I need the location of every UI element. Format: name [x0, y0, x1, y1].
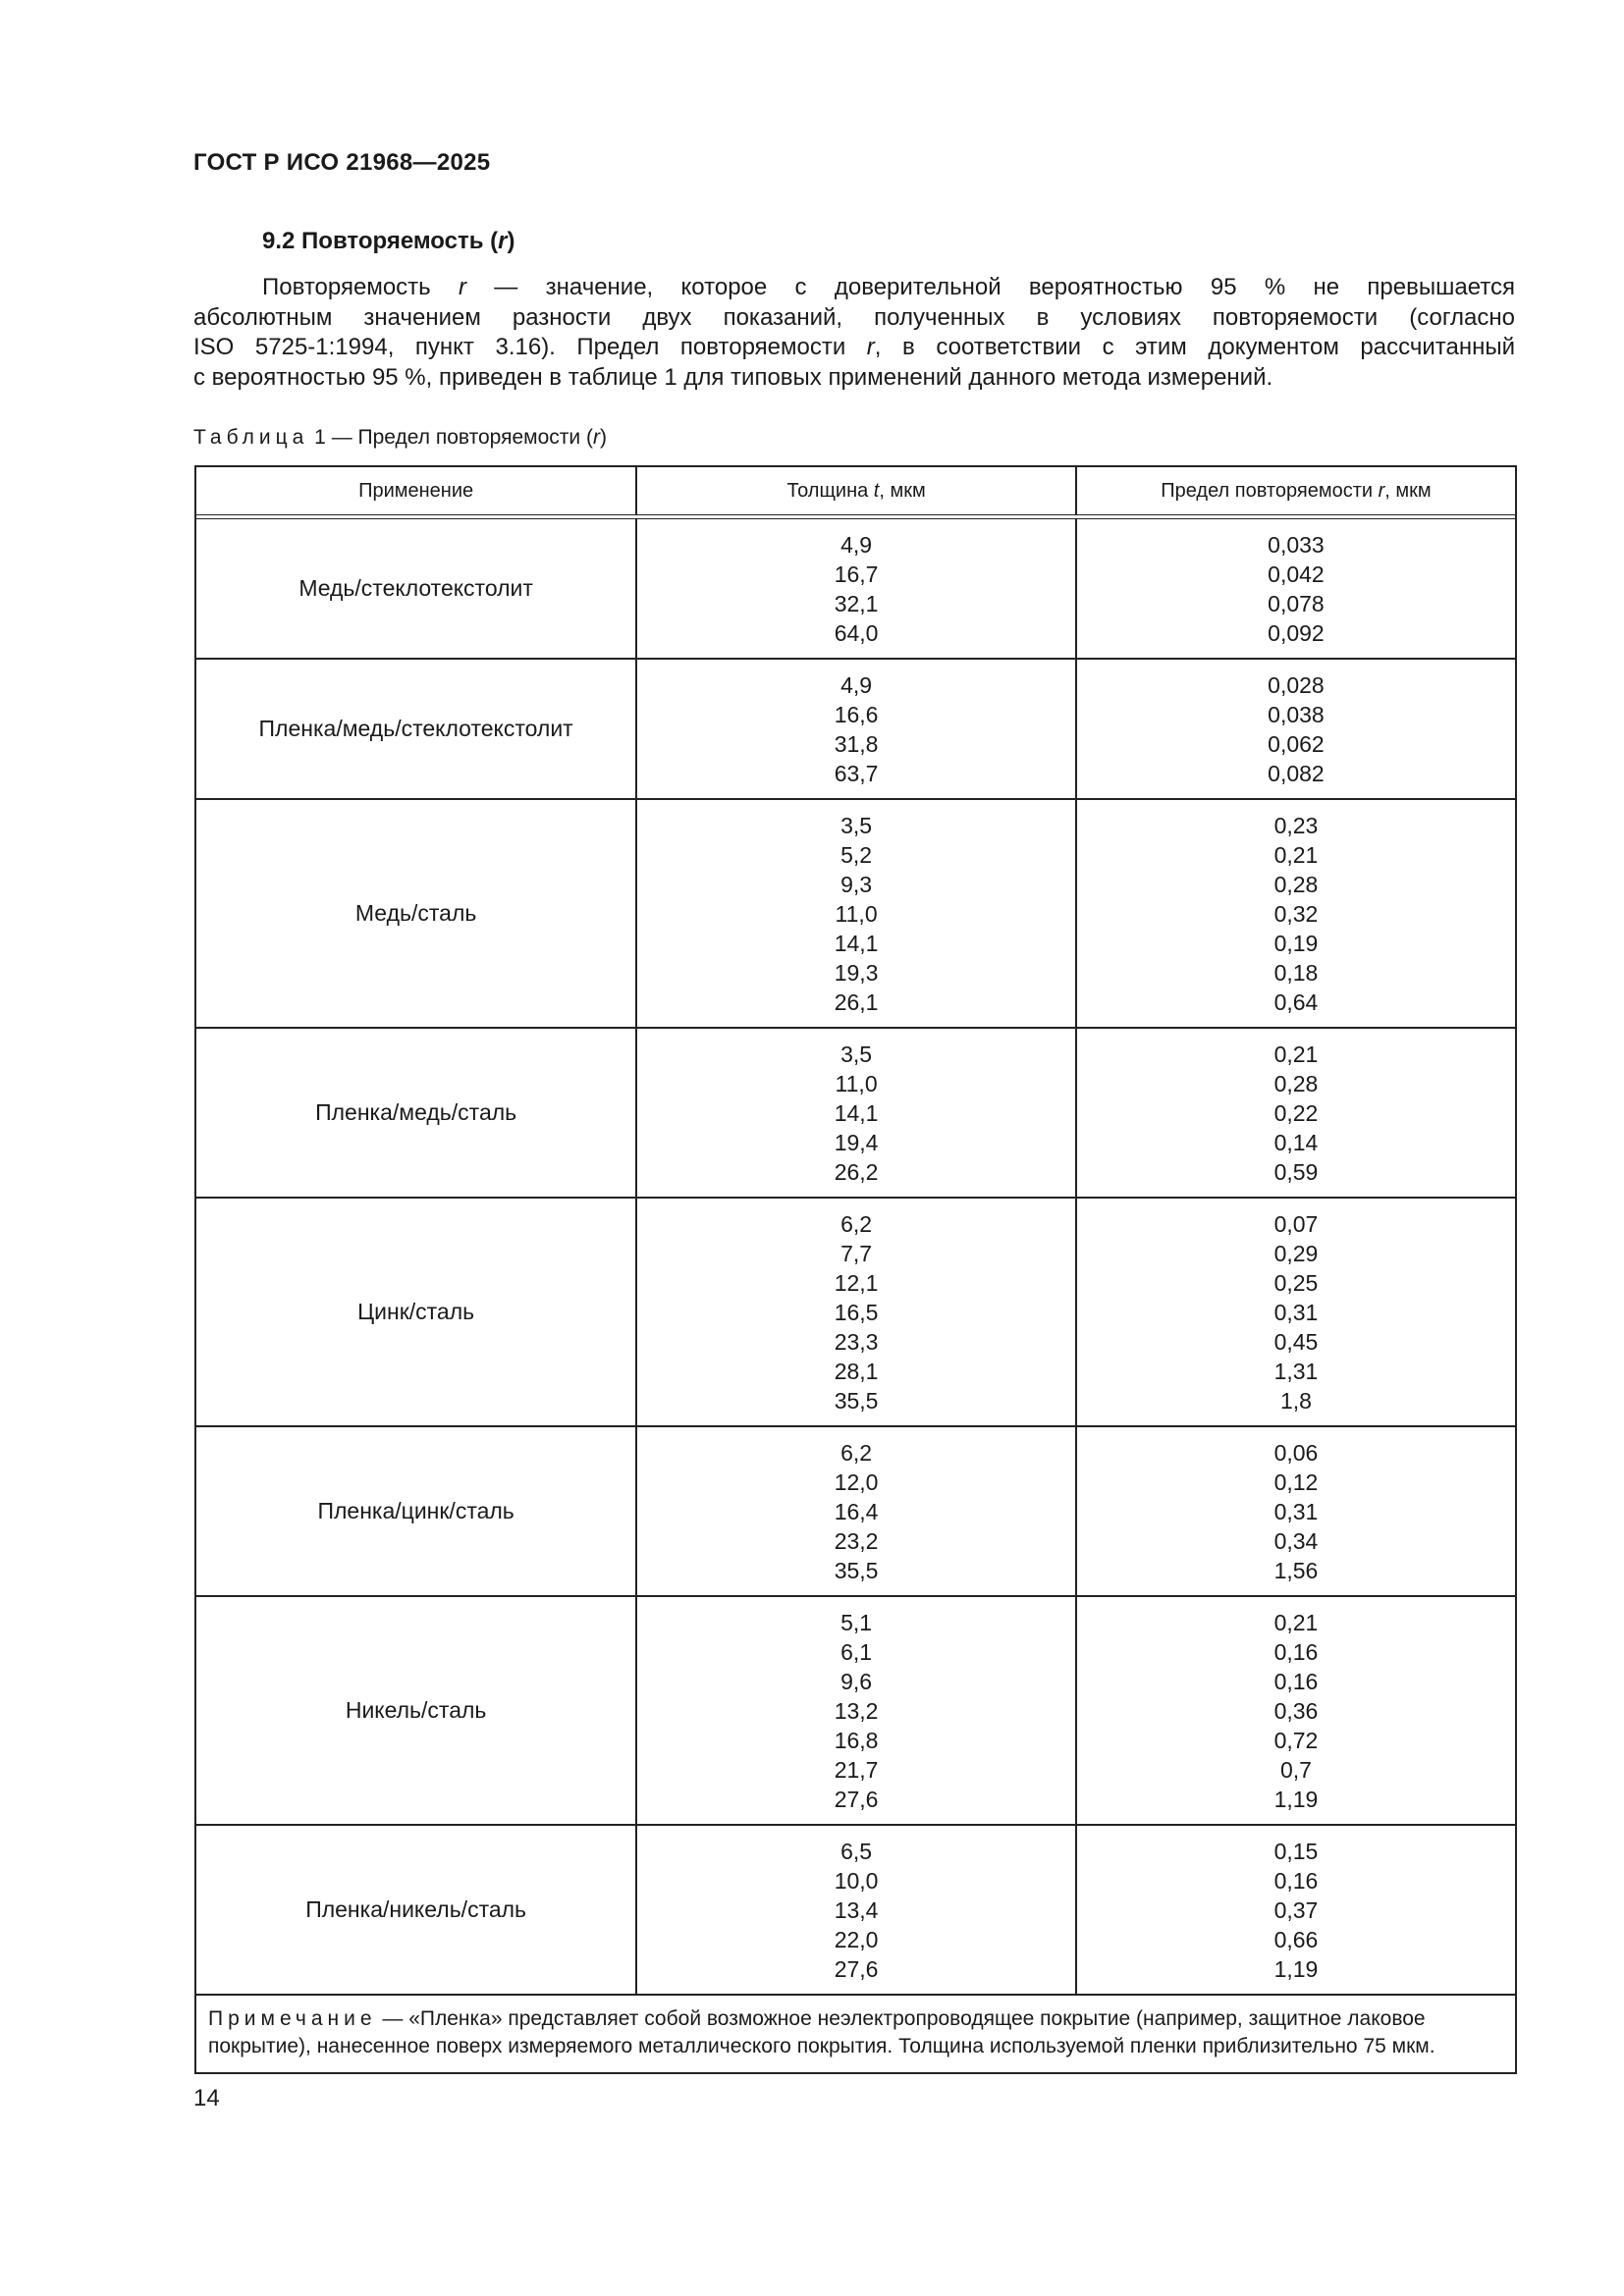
repeatability-value: 0,31 [1273, 1499, 1319, 1524]
repeatability-cell [1076, 659, 1516, 799]
thickness-value: 19,3 [834, 960, 879, 986]
thickness-value: 6,2 [840, 1440, 873, 1466]
section-symbol: r [498, 228, 508, 254]
note-label: Примечание [208, 2007, 377, 2030]
repeatability-value: 0,21 [1273, 1610, 1319, 1635]
body-paragraph [193, 273, 1515, 393]
header-repeatability-limit [1076, 466, 1516, 515]
thickness-value: 27,6 [834, 1956, 879, 1982]
thickness-cell [636, 1426, 1076, 1596]
repeatability-value: 0,29 [1273, 1241, 1319, 1266]
repeatability-value: 0,092 [1268, 620, 1325, 646]
thickness-value: 63,7 [834, 761, 879, 786]
repeatability-cell [1076, 799, 1516, 1028]
thickness-value: 9,3 [840, 872, 873, 897]
repeatability-value: 1,56 [1273, 1558, 1319, 1583]
repeatability-cell [1076, 1426, 1516, 1596]
thickness-value: 21,7 [834, 1757, 879, 1783]
table-row [195, 1825, 1516, 1995]
thickness-value: 23,3 [834, 1329, 879, 1355]
header-limit-symbol: r [1378, 479, 1385, 502]
repeatability-value: 0,19 [1273, 931, 1319, 956]
repeatability-value: 0,59 [1273, 1159, 1319, 1185]
table-row [195, 659, 1516, 799]
repeatability-value: 0,21 [1273, 842, 1319, 868]
application-cell: Пленка/медь/стеклотекстолит [195, 659, 636, 799]
paragraph-text: — значение, которое с доверительной вероятностью 95 % не превышается [465, 274, 1515, 300]
thickness-value: 13,4 [834, 1897, 879, 1923]
repeatability-value: 0,64 [1273, 989, 1319, 1015]
repeatability-value: 0,45 [1273, 1329, 1319, 1355]
paragraph-text: ISO 5725-1:1994, пункт 3.16). Предел повторяемости [193, 334, 867, 360]
thickness-value: 5,1 [840, 1610, 873, 1635]
note-text: — «Пленка» представляет собой возможное неэлектропроводящее покрытие (например, защитное лаковое покрытие), нанесенное поверх измеряемого металлического покрытия. Толщина используемой пленки приблизительно 75 мкм. [208, 2007, 1435, 2057]
repeatability-value: 0,21 [1273, 1041, 1319, 1067]
header-thickness-symbol: t [873, 479, 880, 502]
page-number: 14 [193, 2085, 220, 2111]
application-cell: Пленка/цинк/сталь [195, 1426, 636, 1596]
thickness-cell [636, 659, 1076, 799]
thickness-cell [636, 519, 1076, 660]
thickness-value: 16,7 [834, 561, 879, 587]
thickness-value: 31,8 [834, 731, 879, 757]
paragraph-symbol: r [866, 334, 875, 360]
repeatability-value: 0,12 [1273, 1469, 1319, 1495]
header-thickness [636, 466, 1076, 515]
thickness-value: 27,6 [834, 1787, 879, 1812]
repeatability-value: 0,06 [1273, 1440, 1319, 1466]
table-note [195, 1995, 1516, 2073]
thickness-value: 32,1 [834, 591, 879, 616]
repeatability-value: 0,07 [1273, 1211, 1319, 1237]
repeatability-value: 0,082 [1268, 761, 1325, 786]
thickness-value: 6,5 [840, 1839, 873, 1864]
repeatability-value: 0,14 [1273, 1130, 1319, 1155]
repeatability-value: 0,37 [1273, 1897, 1319, 1923]
note-row [195, 1995, 1516, 2073]
paragraph-line [193, 333, 1515, 363]
thickness-value: 14,1 [834, 931, 879, 956]
repeatability-value: 0,72 [1273, 1728, 1319, 1753]
thickness-value: 12,1 [834, 1270, 879, 1296]
thickness-value: 12,0 [834, 1469, 879, 1495]
section-title-text: 9.2 Повторяемость ( [262, 228, 499, 254]
repeatability-value: 0,038 [1268, 702, 1325, 727]
header-limit-unit: , мкм [1384, 479, 1432, 502]
repeatability-value: 0,66 [1273, 1927, 1319, 1952]
paragraph-line [193, 273, 1515, 303]
header-thickness-unit: , мкм [879, 479, 926, 502]
thickness-value: 5,2 [840, 842, 873, 868]
paragraph-line: абсолютным значением разности двух показаний, полученных в условиях повторяемости (согласно [193, 303, 1515, 331]
repeatability-value: 1,31 [1273, 1359, 1319, 1384]
thickness-value: 14,1 [834, 1100, 879, 1126]
thickness-value: 4,9 [840, 672, 873, 698]
application-cell: Пленка/никель/сталь [195, 1825, 636, 1995]
repeatability-value: 0,15 [1273, 1839, 1319, 1864]
repeatability-value: 0,28 [1273, 1071, 1319, 1096]
thickness-value: 16,4 [834, 1499, 879, 1524]
thickness-value: 22,0 [834, 1927, 879, 1952]
repeatability-value: 0,31 [1273, 1300, 1319, 1325]
thickness-cell [636, 799, 1076, 1028]
repeatability-value: 0,32 [1273, 901, 1319, 927]
repeatability-cell [1076, 1596, 1516, 1825]
thickness-value: 35,5 [834, 1558, 879, 1583]
thickness-value: 3,5 [840, 1041, 873, 1067]
thickness-value: 19,4 [834, 1130, 879, 1155]
table-row [195, 799, 1516, 1028]
paragraph-text: Повторяемость [262, 274, 459, 300]
table-row [195, 1596, 1516, 1825]
repeatability-value: 0,16 [1273, 1868, 1319, 1894]
header-thickness-text: Толщина [786, 479, 874, 502]
repeatability-value: 0,16 [1273, 1669, 1319, 1694]
application-cell: Никель/сталь [195, 1596, 636, 1825]
table-header-row [195, 466, 1516, 515]
repeatability-value: 0,23 [1273, 813, 1319, 838]
thickness-value: 6,1 [840, 1639, 873, 1665]
repeatability-table [194, 465, 1517, 2074]
repeatability-value: 0,22 [1273, 1100, 1319, 1126]
table-row [195, 519, 1516, 660]
repeatability-value: 1,19 [1273, 1787, 1319, 1812]
repeatability-value: 0,28 [1273, 872, 1319, 897]
repeatability-value: 0,078 [1268, 591, 1325, 616]
paragraph-line: с вероятностью 95 %, приведен в таблице 1 для типовых применений данного метода измерений. [193, 363, 1273, 391]
application-cell: Пленка/медь/сталь [195, 1028, 636, 1198]
table-row [195, 1028, 1516, 1198]
repeatability-value: 0,25 [1273, 1270, 1319, 1296]
table-caption-text: 1 — Предел повторяемости ( [308, 426, 593, 449]
thickness-cell [636, 1028, 1076, 1198]
paragraph-symbol: r [458, 274, 466, 300]
repeatability-value: 1,8 [1279, 1388, 1312, 1414]
repeatability-value: 1,19 [1273, 1956, 1319, 1982]
header-limit-text: Предел повторяемости [1161, 479, 1379, 502]
repeatability-value: 0,042 [1268, 561, 1325, 587]
thickness-value: 6,2 [840, 1211, 873, 1237]
thickness-value: 11,0 [835, 1071, 878, 1096]
repeatability-value: 0,18 [1273, 960, 1319, 986]
table-caption-symbol: r [592, 426, 600, 449]
repeatability-value: 0,033 [1268, 532, 1325, 558]
thickness-value: 4,9 [840, 532, 873, 558]
repeatability-value: 0,16 [1273, 1639, 1319, 1665]
thickness-value: 10,0 [834, 1868, 879, 1894]
repeatability-value: 0,34 [1273, 1528, 1319, 1554]
thickness-cell [636, 1596, 1076, 1825]
thickness-value: 26,2 [834, 1159, 879, 1185]
thickness-value: 7,7 [840, 1241, 873, 1266]
section-title [262, 228, 515, 255]
section-title-close: ) [507, 228, 515, 254]
table-caption [193, 426, 607, 450]
repeatability-cell [1076, 1198, 1516, 1426]
repeatability-value: 0,062 [1268, 731, 1325, 757]
thickness-value: 26,1 [834, 989, 879, 1015]
table-caption-close: ) [599, 426, 607, 449]
thickness-value: 3,5 [840, 813, 873, 838]
repeatability-value: 0,7 [1279, 1757, 1312, 1783]
table-row [195, 1426, 1516, 1596]
thickness-value: 9,6 [840, 1669, 873, 1694]
repeatability-cell [1076, 519, 1516, 660]
thickness-value: 13,2 [834, 1698, 879, 1724]
thickness-value: 16,6 [834, 702, 879, 727]
thickness-value: 35,5 [834, 1388, 879, 1414]
thickness-value: 64,0 [834, 620, 879, 646]
repeatability-cell [1076, 1825, 1516, 1995]
thickness-value: 16,5 [834, 1300, 879, 1325]
header-application: Применение [195, 466, 636, 515]
paragraph-text: , в соответствии с этим документом рассчитанный [874, 334, 1515, 360]
application-cell: Медь/сталь [195, 799, 636, 1028]
thickness-value: 28,1 [834, 1359, 879, 1384]
application-cell: Медь/стеклотекстолит [195, 519, 636, 660]
repeatability-value: 0,36 [1273, 1698, 1319, 1724]
table-row [195, 1198, 1516, 1426]
thickness-cell [636, 1198, 1076, 1426]
repeatability-cell [1076, 1028, 1516, 1198]
application-cell: Цинк/сталь [195, 1198, 636, 1426]
thickness-value: 16,8 [834, 1728, 879, 1753]
thickness-value: 11,0 [835, 901, 878, 927]
document-header: ГОСТ Р ИСО 21968—2025 [193, 149, 491, 176]
thickness-value: 23,2 [834, 1528, 879, 1554]
table-caption-word: Таблица [193, 426, 309, 449]
repeatability-value: 0,028 [1268, 672, 1325, 698]
thickness-cell [636, 1825, 1076, 1995]
